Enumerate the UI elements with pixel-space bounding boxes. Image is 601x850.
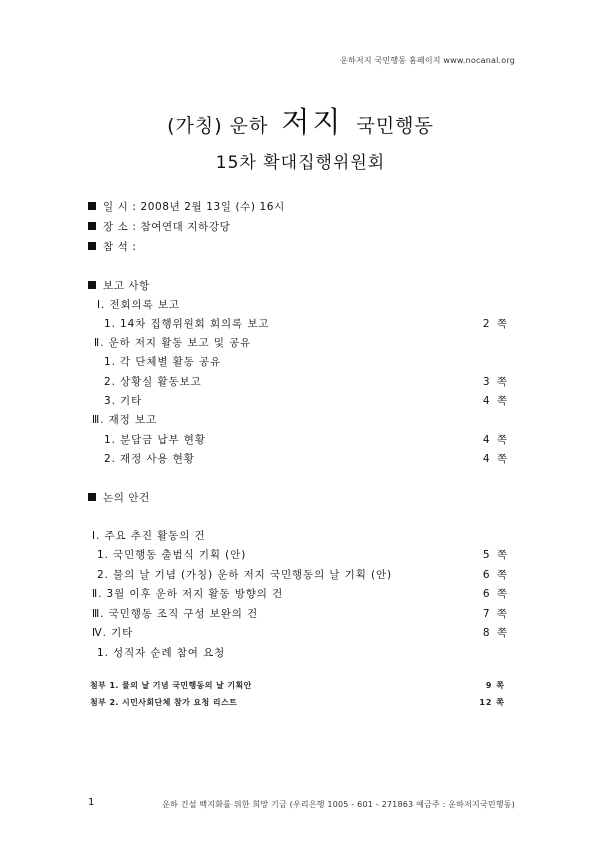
meta-date: 일 시 : 2008년 2월 13일 (수) 16시: [88, 199, 285, 214]
list-item: Ⅳ. 기타 8 쪽: [92, 627, 509, 639]
bullet-square: [88, 281, 96, 289]
reports-heading: 보고 사항: [88, 278, 150, 293]
list-item: 1. 각 단체별 활동 공유: [104, 356, 222, 368]
list-item: 2. 재정 사용 현황 4 쪽: [104, 453, 509, 465]
title-pre: (가칭) 운하: [167, 115, 276, 137]
list-item: 1. 국민행동 출범식 기획 (안) 5 쪽: [97, 549, 509, 561]
header-site-text: 운하저지 국민행동 홈페이지 www.nocanal.org: [340, 56, 515, 65]
list-item: Ⅲ. 국민행동 조직 구성 보완의 건 7 쪽: [92, 608, 509, 620]
list-item: 1. 분담금 납부 현황 4 쪽: [104, 434, 509, 446]
page-number: 1: [88, 797, 95, 808]
list-item: 1. 14차 집행위원회 회의록 보고 2 쪽: [104, 318, 509, 330]
bullet-square: [88, 242, 96, 250]
agenda-heading: 논의 안건: [88, 490, 150, 505]
meta-place: 장 소 : 참여연대 지하강당: [88, 219, 230, 234]
list-item: Ⅰ. 주요 추진 활동의 건: [92, 530, 206, 542]
bullet-square: [88, 493, 96, 501]
footer-text: 운하 건설 백지화를 위한 희망 기금 (우리은행 1005 - 601 - 271863 예금주 : 운하저지국민행동): [162, 800, 515, 809]
meta-label: 일 시: [103, 201, 129, 213]
list-item: Ⅰ. 전회의록 보고: [97, 299, 180, 311]
list-item: 1. 성직자 순례 참여 요청: [97, 647, 226, 659]
list-item: 2. 물의 날 기념 (가칭) 운하 저지 국민행동의 날 기획 (안) 6 쪽: [97, 569, 509, 581]
list-item: 3. 기타 4 쪽: [104, 395, 509, 407]
list-item: Ⅱ. 운하 저지 활동 보고 및 공유: [94, 337, 252, 349]
bullet-square: [88, 222, 96, 230]
page-subtitle: 15차 확대집행위원회: [215, 153, 386, 173]
meta-value: 2008년 2월 13일 (수) 16시: [140, 201, 285, 213]
title-post: 국민행동: [349, 115, 434, 137]
list-item: Ⅱ. 3월 이후 운하 저지 활동 방향의 건 6 쪽: [92, 588, 509, 600]
meta-label: 참 석: [103, 241, 129, 253]
meta-attendees: 참 석 :: [88, 239, 137, 254]
meta-label: 장 소: [103, 221, 129, 233]
bullet-square: [88, 202, 96, 210]
page-title: [0, 100, 601, 141]
list-item: Ⅲ. 재정 보고: [92, 414, 158, 426]
list-item: 2. 상황실 활동보고 3 쪽: [104, 376, 509, 388]
meta-value: 참여연대 지하강당: [140, 221, 231, 233]
title-big: 저지: [281, 105, 344, 139]
